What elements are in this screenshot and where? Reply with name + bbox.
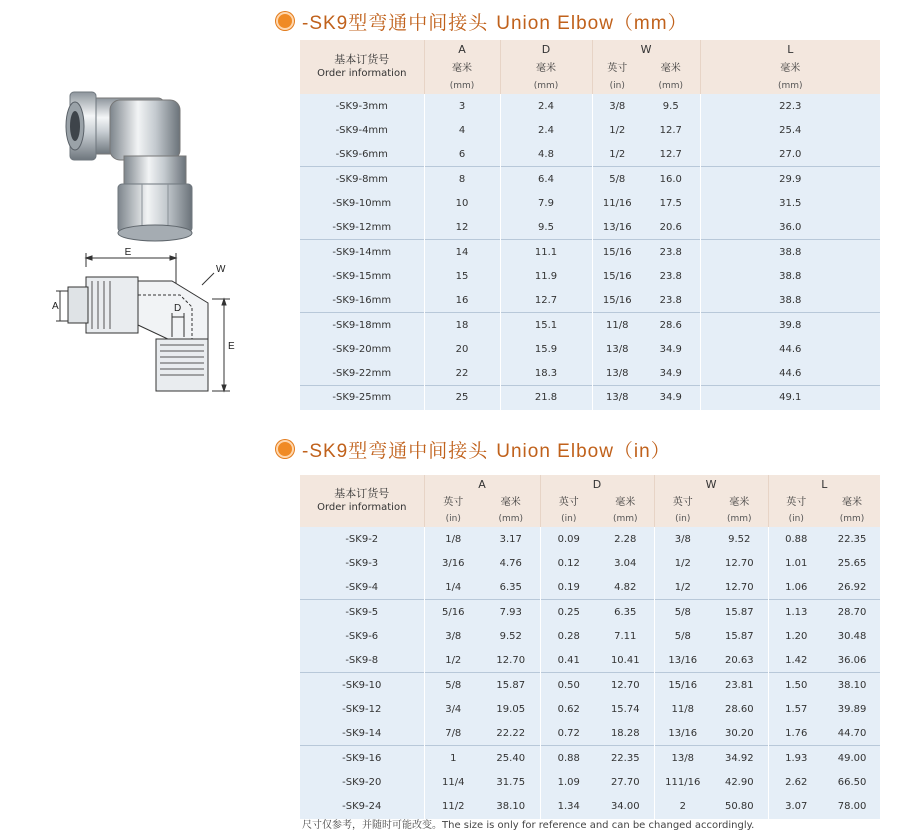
w-in-cell: 1/2 bbox=[654, 576, 711, 600]
sub-header-mm: 毫米 bbox=[711, 495, 768, 511]
w-in-cell: 15/16 bbox=[592, 288, 642, 312]
l-mm-cell: 38.8 bbox=[700, 288, 880, 312]
w-mm-cell: 34.92 bbox=[711, 746, 768, 770]
w-mm-cell: 12.7 bbox=[642, 118, 700, 142]
l-mm-cell: 27.0 bbox=[700, 143, 880, 167]
bottom-nut-section bbox=[156, 339, 208, 391]
l-mm-cell: 66.50 bbox=[824, 770, 880, 794]
d-mm-cell: 4.82 bbox=[597, 576, 654, 600]
order-header-cn: 基本订货号 bbox=[334, 53, 390, 66]
l-mm-cell: 38.10 bbox=[824, 673, 880, 697]
a-mm-cell: 4 bbox=[424, 118, 500, 142]
d-mm-cell: 10.41 bbox=[597, 648, 654, 672]
w-mm-cell: 42.90 bbox=[711, 770, 768, 794]
footnote: 尺寸仅参考，并随时可能改变。The size is only for reference and can be changed accordingly. bbox=[302, 820, 755, 831]
w-mm-cell: 34.9 bbox=[642, 386, 700, 410]
w-in-cell: 13/8 bbox=[592, 386, 642, 410]
d-in-cell: 0.62 bbox=[540, 697, 597, 721]
d-mm-cell: 34.00 bbox=[597, 794, 654, 818]
label-w: W bbox=[216, 264, 226, 275]
table-row bbox=[300, 386, 880, 410]
group-header-d: D bbox=[540, 475, 654, 495]
l-mm-cell: 38.8 bbox=[700, 240, 880, 264]
elbow-outline bbox=[138, 281, 208, 341]
sub-header-in: 英寸 bbox=[424, 495, 482, 511]
w-in-cell: 13/8 bbox=[654, 746, 711, 770]
w-in-cell: 111/16 bbox=[654, 770, 711, 794]
title-cn: -SK9型弯通中间接头 bbox=[302, 12, 489, 34]
a-in-cell: 1 bbox=[424, 746, 482, 770]
section-title-in bbox=[276, 436, 671, 462]
order-header-en: Order information bbox=[317, 502, 407, 513]
a-in-cell: 5/8 bbox=[424, 673, 482, 697]
label-a: A bbox=[52, 301, 59, 312]
a-mm-cell: 18 bbox=[424, 313, 500, 337]
a-in-cell: 1/2 bbox=[424, 648, 482, 672]
d-in-cell: 0.28 bbox=[540, 624, 597, 648]
title-en: Union Elbow（mm） bbox=[496, 12, 688, 34]
w-in-cell: 11/8 bbox=[654, 697, 711, 721]
l-in-cell: 1.76 bbox=[768, 721, 824, 745]
a-mm-cell: 12 bbox=[424, 215, 500, 239]
table-row bbox=[300, 118, 880, 142]
w-in-cell: 15/16 bbox=[592, 264, 642, 288]
unit-mm: (mm) bbox=[597, 511, 654, 527]
table-row bbox=[300, 600, 880, 624]
w-in-cell: 13/16 bbox=[592, 215, 642, 239]
order-cell: -SK9-20 bbox=[300, 770, 424, 794]
order-cell: -SK9-10mm bbox=[300, 191, 424, 215]
order-cell: -SK9-14 bbox=[300, 721, 424, 745]
a-mm-cell: 15.87 bbox=[482, 673, 540, 697]
table-row bbox=[300, 697, 880, 721]
w-in-cell: 5/8 bbox=[592, 167, 642, 191]
w-in-cell: 13/8 bbox=[592, 361, 642, 385]
w-in-cell: 5/8 bbox=[654, 624, 711, 648]
order-cell: -SK9-16mm bbox=[300, 288, 424, 312]
table-row bbox=[300, 94, 880, 118]
d-mm-cell: 2.28 bbox=[597, 527, 654, 551]
table-row bbox=[300, 527, 880, 551]
d-mm-cell: 18.28 bbox=[597, 721, 654, 745]
title-en: Union Elbow（in） bbox=[496, 440, 671, 462]
w-in-cell: 13/16 bbox=[654, 721, 711, 745]
d-mm-cell: 18.3 bbox=[500, 361, 592, 385]
d-in-cell: 0.12 bbox=[540, 551, 597, 575]
table-row bbox=[300, 264, 880, 288]
unit-in: (in) bbox=[540, 511, 597, 527]
w-in-cell: 1/2 bbox=[592, 143, 642, 167]
w-in-cell: 2 bbox=[654, 794, 711, 818]
d-mm-cell: 21.8 bbox=[500, 386, 592, 410]
table-row bbox=[300, 770, 880, 794]
unit-mm: (mm) bbox=[424, 77, 500, 94]
w-in-cell: 13/8 bbox=[592, 337, 642, 361]
bottom-port-face bbox=[118, 225, 192, 241]
label-d: D bbox=[174, 303, 182, 314]
unit-in: (in) bbox=[424, 511, 482, 527]
order-cell: -SK9-16 bbox=[300, 746, 424, 770]
l-mm-cell: 25.4 bbox=[700, 118, 880, 142]
table-row bbox=[300, 746, 880, 770]
l-mm-cell: 30.48 bbox=[824, 624, 880, 648]
a-mm-cell: 25 bbox=[424, 386, 500, 410]
order-header-cn: 基本订货号 bbox=[334, 487, 390, 500]
l-mm-cell: 31.5 bbox=[700, 191, 880, 215]
a-in-cell: 5/16 bbox=[424, 600, 482, 624]
a-in-cell: 1/4 bbox=[424, 576, 482, 600]
w-in-cell: 13/16 bbox=[654, 648, 711, 672]
table-row bbox=[300, 167, 880, 191]
l-mm-cell: 36.06 bbox=[824, 648, 880, 672]
table-row bbox=[300, 648, 880, 672]
order-cell: -SK9-5 bbox=[300, 600, 424, 624]
sub-header-in: 英寸 bbox=[768, 495, 824, 511]
d-in-cell: 0.09 bbox=[540, 527, 597, 551]
bore-hole bbox=[70, 111, 80, 141]
a-in-cell: 11/4 bbox=[424, 770, 482, 794]
d-in-cell: 0.19 bbox=[540, 576, 597, 600]
arrow-icon bbox=[170, 256, 176, 260]
d-in-cell: 0.72 bbox=[540, 721, 597, 745]
w-mm-cell: 23.8 bbox=[642, 240, 700, 264]
arrow-icon bbox=[86, 256, 92, 260]
l-mm-cell: 38.8 bbox=[700, 264, 880, 288]
group-header-a: A bbox=[424, 40, 500, 60]
a-mm-cell: 9.52 bbox=[482, 624, 540, 648]
d-mm-cell: 11.1 bbox=[500, 240, 592, 264]
group-header-l: L bbox=[700, 40, 880, 60]
l-mm-cell: 39.89 bbox=[824, 697, 880, 721]
order-cell: -SK9-8mm bbox=[300, 167, 424, 191]
d-mm-cell: 7.9 bbox=[500, 191, 592, 215]
lower-neck bbox=[124, 156, 186, 186]
w-mm-cell: 16.0 bbox=[642, 167, 700, 191]
d-mm-cell: 15.9 bbox=[500, 337, 592, 361]
table-row bbox=[300, 624, 880, 648]
order-cell: -SK9-15mm bbox=[300, 264, 424, 288]
w-mm-cell: 12.7 bbox=[642, 143, 700, 167]
d-mm-cell: 12.7 bbox=[500, 288, 592, 312]
table-row bbox=[300, 240, 880, 264]
a-in-cell: 11/2 bbox=[424, 794, 482, 818]
technical-drawing bbox=[52, 245, 237, 405]
table-row bbox=[300, 361, 880, 385]
l-in-cell: 1.50 bbox=[768, 673, 824, 697]
w-mm-cell: 30.20 bbox=[711, 721, 768, 745]
a-mm-cell: 25.40 bbox=[482, 746, 540, 770]
d-mm-cell: 15.74 bbox=[597, 697, 654, 721]
unit-mm: (mm) bbox=[642, 77, 700, 94]
a-mm-cell: 6.35 bbox=[482, 576, 540, 600]
order-cell: -SK9-6 bbox=[300, 624, 424, 648]
w-mm-cell: 9.5 bbox=[642, 94, 700, 118]
a-mm-cell: 8 bbox=[424, 167, 500, 191]
l-in-cell: 1.01 bbox=[768, 551, 824, 575]
sub-header-mm: 毫米 bbox=[500, 60, 592, 77]
order-header bbox=[300, 40, 424, 94]
l-in-cell: 1.42 bbox=[768, 648, 824, 672]
table-row bbox=[300, 576, 880, 600]
l-mm-cell: 44.6 bbox=[700, 337, 880, 361]
table-row bbox=[300, 288, 880, 312]
unit-mm: (mm) bbox=[500, 77, 592, 94]
d-mm-cell: 27.70 bbox=[597, 770, 654, 794]
a-mm-cell: 15 bbox=[424, 264, 500, 288]
w-mm-cell: 12.70 bbox=[711, 576, 768, 600]
table-row bbox=[300, 673, 880, 697]
group-header-a: A bbox=[424, 475, 540, 495]
a-mm-cell: 14 bbox=[424, 240, 500, 264]
unit-mm: (mm) bbox=[700, 77, 880, 94]
order-cell: -SK9-22mm bbox=[300, 361, 424, 385]
d-mm-cell: 6.35 bbox=[597, 600, 654, 624]
arrow-icon bbox=[222, 299, 226, 305]
a-mm-cell: 22 bbox=[424, 361, 500, 385]
l-in-cell: 1.20 bbox=[768, 624, 824, 648]
l-mm-cell: 29.9 bbox=[700, 167, 880, 191]
table-row bbox=[300, 313, 880, 337]
w-mm-cell: 50.80 bbox=[711, 794, 768, 818]
d-in-cell: 0.41 bbox=[540, 648, 597, 672]
order-cell: -SK9-2 bbox=[300, 527, 424, 551]
order-cell: -SK9-25mm bbox=[300, 386, 424, 410]
l-mm-cell: 22.35 bbox=[824, 527, 880, 551]
w-mm-cell: 20.6 bbox=[642, 215, 700, 239]
order-cell: -SK9-12 bbox=[300, 697, 424, 721]
order-cell: -SK9-4 bbox=[300, 576, 424, 600]
d-in-cell: 1.09 bbox=[540, 770, 597, 794]
a-mm-cell: 10 bbox=[424, 191, 500, 215]
order-header-en: Order information bbox=[317, 68, 407, 79]
w-mm-cell: 28.60 bbox=[711, 697, 768, 721]
l-in-cell: 1.06 bbox=[768, 576, 824, 600]
a-in-cell: 3/4 bbox=[424, 697, 482, 721]
label-e-side: E bbox=[228, 341, 235, 352]
w-mm-cell: 12.70 bbox=[711, 551, 768, 575]
l-mm-cell: 78.00 bbox=[824, 794, 880, 818]
w-mm-cell: 23.81 bbox=[711, 673, 768, 697]
w-in-cell: 11/16 bbox=[592, 191, 642, 215]
order-cell: -SK9-18mm bbox=[300, 313, 424, 337]
w-mm-cell: 17.5 bbox=[642, 191, 700, 215]
d-mm-cell: 2.4 bbox=[500, 118, 592, 142]
a-mm-cell: 31.75 bbox=[482, 770, 540, 794]
label-e-top: E bbox=[124, 247, 132, 258]
sub-header-mm: 毫米 bbox=[482, 495, 540, 511]
product-photo bbox=[62, 84, 232, 254]
title-cn: -SK9型弯通中间接头 bbox=[302, 440, 489, 462]
w-mm-cell: 34.9 bbox=[642, 337, 700, 361]
a-in-cell: 3/16 bbox=[424, 551, 482, 575]
d-mm-cell: 9.5 bbox=[500, 215, 592, 239]
sub-header-mm: 毫米 bbox=[824, 495, 880, 511]
w-mm-cell: 15.87 bbox=[711, 600, 768, 624]
table-row bbox=[300, 215, 880, 239]
order-cell: -SK9-8 bbox=[300, 648, 424, 672]
elbow-corner bbox=[110, 100, 180, 160]
order-cell: -SK9-20mm bbox=[300, 337, 424, 361]
tube-stub bbox=[68, 287, 88, 323]
sub-header-mm: 毫米 bbox=[642, 60, 700, 77]
order-cell: -SK9-6mm bbox=[300, 143, 424, 167]
w-mm-cell: 15.87 bbox=[711, 624, 768, 648]
unit-mm: (mm) bbox=[824, 511, 880, 527]
d-mm-cell: 7.11 bbox=[597, 624, 654, 648]
w-in-cell: 15/16 bbox=[654, 673, 711, 697]
w-in-cell: 15/16 bbox=[592, 240, 642, 264]
d-mm-cell: 3.04 bbox=[597, 551, 654, 575]
w-mm-cell: 34.9 bbox=[642, 361, 700, 385]
w-in-cell: 1/2 bbox=[654, 551, 711, 575]
d-mm-cell: 11.9 bbox=[500, 264, 592, 288]
l-mm-cell: 28.70 bbox=[824, 600, 880, 624]
d-mm-cell: 22.35 bbox=[597, 746, 654, 770]
sub-header-mm: 毫米 bbox=[424, 60, 500, 77]
l-mm-cell: 49.00 bbox=[824, 746, 880, 770]
leader-w bbox=[202, 273, 214, 285]
d-in-cell: 0.25 bbox=[540, 600, 597, 624]
d-mm-cell: 12.70 bbox=[597, 673, 654, 697]
d-in-cell: 1.34 bbox=[540, 794, 597, 818]
sub-header-mm: 毫米 bbox=[597, 495, 654, 511]
side-nut-section bbox=[86, 277, 138, 333]
table-row bbox=[300, 337, 880, 361]
w-in-cell: 3/8 bbox=[654, 527, 711, 551]
w-in-cell: 11/8 bbox=[592, 313, 642, 337]
w-in-cell: 3/8 bbox=[592, 94, 642, 118]
unit-in: (in) bbox=[768, 511, 824, 527]
a-mm-cell: 4.76 bbox=[482, 551, 540, 575]
order-header bbox=[300, 475, 424, 527]
table-row bbox=[300, 721, 880, 745]
sub-header-mm: 毫米 bbox=[700, 60, 880, 77]
l-in-cell: 1.57 bbox=[768, 697, 824, 721]
d-mm-cell: 6.4 bbox=[500, 167, 592, 191]
order-cell: -SK9-10 bbox=[300, 673, 424, 697]
d-in-cell: 0.88 bbox=[540, 746, 597, 770]
table-row bbox=[300, 794, 880, 818]
order-cell: -SK9-4mm bbox=[300, 118, 424, 142]
l-mm-cell: 49.1 bbox=[700, 386, 880, 410]
a-mm-cell: 22.22 bbox=[482, 721, 540, 745]
d-in-cell: 0.50 bbox=[540, 673, 597, 697]
w-mm-cell: 28.6 bbox=[642, 313, 700, 337]
bullet-icon bbox=[276, 12, 294, 30]
a-mm-cell: 20 bbox=[424, 337, 500, 361]
w-mm-cell: 23.8 bbox=[642, 288, 700, 312]
l-mm-cell: 25.65 bbox=[824, 551, 880, 575]
l-mm-cell: 39.8 bbox=[700, 313, 880, 337]
order-cell: -SK9-24 bbox=[300, 794, 424, 818]
l-in-cell: 3.07 bbox=[768, 794, 824, 818]
table-row bbox=[300, 143, 880, 167]
w-mm-cell: 23.8 bbox=[642, 264, 700, 288]
l-in-cell: 1.93 bbox=[768, 746, 824, 770]
d-mm-cell: 2.4 bbox=[500, 94, 592, 118]
order-cell: -SK9-3 bbox=[300, 551, 424, 575]
order-cell: -SK9-14mm bbox=[300, 240, 424, 264]
d-mm-cell: 4.8 bbox=[500, 143, 592, 167]
unit-mm: (mm) bbox=[711, 511, 768, 527]
group-header-l: L bbox=[768, 475, 880, 495]
w-in-cell: 1/2 bbox=[592, 118, 642, 142]
spec-table-mm bbox=[300, 40, 880, 410]
l-in-cell: 1.13 bbox=[768, 600, 824, 624]
a-in-cell: 7/8 bbox=[424, 721, 482, 745]
table-row bbox=[300, 191, 880, 215]
w-mm-cell: 20.63 bbox=[711, 648, 768, 672]
d-mm-cell: 15.1 bbox=[500, 313, 592, 337]
a-mm-cell: 38.10 bbox=[482, 794, 540, 818]
section-title-mm bbox=[276, 8, 688, 34]
arrow-icon bbox=[222, 385, 226, 391]
a-mm-cell: 3 bbox=[424, 94, 500, 118]
w-mm-cell: 9.52 bbox=[711, 527, 768, 551]
group-header-w: W bbox=[654, 475, 768, 495]
sub-header-in: 英寸 bbox=[540, 495, 597, 511]
bullet-icon bbox=[276, 440, 294, 458]
table-body-mm bbox=[300, 94, 880, 410]
l-mm-cell: 22.3 bbox=[700, 94, 880, 118]
w-in-cell: 5/8 bbox=[654, 600, 711, 624]
a-mm-cell: 6 bbox=[424, 143, 500, 167]
l-mm-cell: 36.0 bbox=[700, 215, 880, 239]
unit-in: (in) bbox=[654, 511, 711, 527]
sub-header-in: 英寸 bbox=[592, 60, 642, 77]
l-in-cell: 0.88 bbox=[768, 527, 824, 551]
l-mm-cell: 44.6 bbox=[700, 361, 880, 385]
group-header-w: W bbox=[592, 40, 700, 60]
spec-table-in bbox=[300, 475, 880, 819]
order-cell: -SK9-3mm bbox=[300, 94, 424, 118]
l-mm-cell: 44.70 bbox=[824, 721, 880, 745]
unit-mm: (mm) bbox=[482, 511, 540, 527]
a-mm-cell: 19.05 bbox=[482, 697, 540, 721]
sub-header-in: 英寸 bbox=[654, 495, 711, 511]
l-mm-cell: 26.92 bbox=[824, 576, 880, 600]
a-mm-cell: 7.93 bbox=[482, 600, 540, 624]
group-header-d: D bbox=[500, 40, 592, 60]
l-in-cell: 2.62 bbox=[768, 770, 824, 794]
a-in-cell: 3/8 bbox=[424, 624, 482, 648]
order-cell: -SK9-12mm bbox=[300, 215, 424, 239]
a-mm-cell: 12.70 bbox=[482, 648, 540, 672]
a-in-cell: 1/8 bbox=[424, 527, 482, 551]
unit-in: (in) bbox=[592, 77, 642, 94]
table-row bbox=[300, 551, 880, 575]
table-body-in bbox=[300, 527, 880, 819]
a-mm-cell: 16 bbox=[424, 288, 500, 312]
a-mm-cell: 3.17 bbox=[482, 527, 540, 551]
